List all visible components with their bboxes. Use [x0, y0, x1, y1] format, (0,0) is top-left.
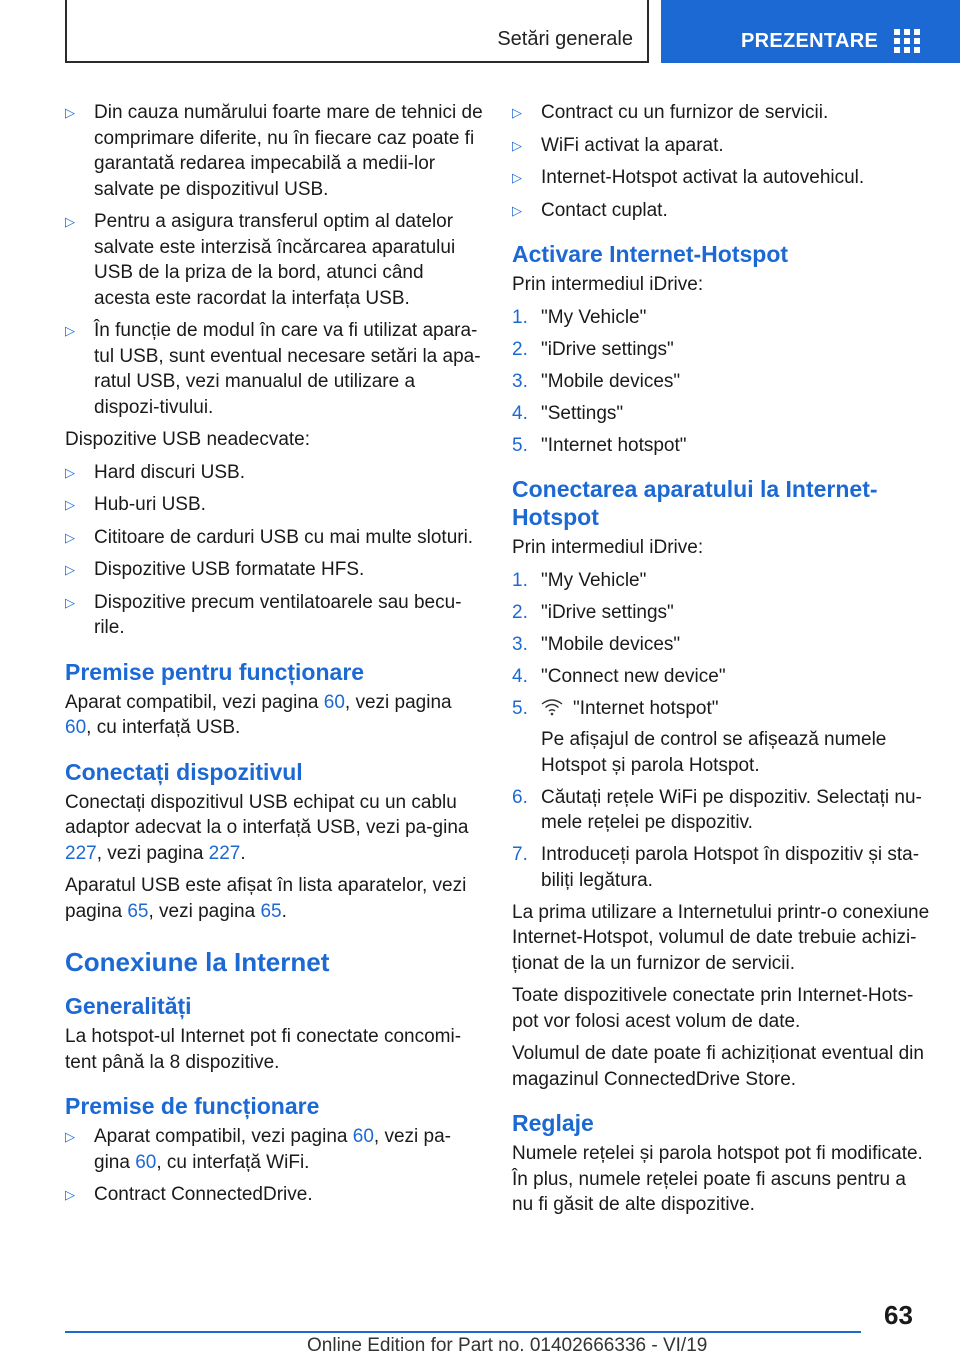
- triangle-bullet-icon: ▷: [65, 497, 75, 512]
- list-item: 5. "Internet hotspot": [512, 434, 687, 456]
- section-title: Setări generale: [497, 28, 633, 50]
- first-use-paragraph: La prima utilizare a Internetului printr-o conexiune Internet-Hotspot, volumul de date trebuie achizi‐ționat de la un furnizor de servicii.: [512, 901, 930, 974]
- edition-text: Online Edition for Part no. 01402666336 - VI/19: [307, 1335, 708, 1356]
- list-item: 7. Introduceți parola Hotspot în dispozitiv și sta‐biliți legătura.: [512, 844, 920, 891]
- list-item: ▷ Din cauza numărului foarte mare de tehnici de comprimare diferite, nu în fiecare caz poate fi garantată redarea impecabilă a medii‐lor salvate pe dispozitivul USB.: [65, 102, 483, 200]
- triangle-bullet-icon: ▷: [512, 170, 522, 185]
- page-link[interactable]: 60: [135, 1151, 157, 1173]
- triangle-bullet-icon: ▷: [65, 562, 75, 577]
- heading-premise-functioning: Premise pentru funcționare: [65, 658, 365, 685]
- triangle-bullet-icon: ▷: [512, 105, 522, 120]
- triangle-bullet-icon: ▷: [65, 105, 75, 120]
- via-idrive-1: Prin intermediul iDrive:: [512, 274, 704, 295]
- list-item: 5. "Internet hotspot" Pe afișajul de control se afișează numele Hotspot și parola Hotspot.: [512, 696, 930, 779]
- list-item: 6. Căutați rețele WiFi pe dispozitiv. Selectați nu‐mele rețelei pe dispozitiv.: [512, 786, 922, 833]
- premise-continued-list: [512, 100, 930, 223]
- connect-steps: [512, 568, 930, 894]
- footer-divider: [65, 1331, 861, 1333]
- page-link[interactable]: 227: [65, 842, 97, 864]
- heading-connect-to-hotspot: Conectarea aparatului la Internet-Hotspot: [512, 476, 878, 530]
- list-item: 4. "Settings": [512, 402, 624, 424]
- header-section-box: [65, 0, 649, 63]
- page-link[interactable]: 65: [260, 900, 282, 922]
- list-item: 4. "Connect new device": [512, 665, 726, 687]
- list-item: 2. "iDrive settings": [512, 601, 674, 623]
- chapter-title: PREZENTARE: [741, 30, 879, 52]
- via-idrive-2: Prin intermediul iDrive:: [512, 537, 704, 558]
- store-paragraph: Volumul de date poate fi achiziționat eventual din magazinul ConnectedDrive Store.: [512, 1043, 924, 1090]
- settings-paragraph: Numele rețelei și parola hotspot pot fi modificate. În plus, numele rețelei poate fi ascuns pentru a nu fi găsit de alte dispozitive.: [512, 1143, 923, 1215]
- premise-operation-list: [65, 1124, 483, 1208]
- list-item: ▷ Pentru a asigura transferul optim al datelor salvate este interzisă încărcarea aparatului USB de la priza de la bord, atunci când acesta este racordat la interfața USB.: [65, 211, 456, 309]
- heading-premise-operation: Premise de funcționare: [65, 1093, 320, 1119]
- activate-steps: [512, 305, 930, 459]
- grid-menu-icon[interactable]: [894, 29, 920, 53]
- list-item: ▷ Contact cuplat.: [512, 198, 930, 224]
- right-column: [512, 100, 930, 1225]
- triangle-bullet-icon: ▷: [65, 323, 75, 338]
- list-item: ▷ Hub-uri USB.: [65, 492, 483, 518]
- heading-settings: Reglaje: [512, 1110, 594, 1136]
- list-item: ▷ Internet-Hotspot activat la autovehicul.: [512, 165, 930, 191]
- list-item: ▷ Dispozitive USB formatate HFS.: [65, 557, 483, 583]
- list-item: ▷ Cititoare de carduri USB cu mai multe sloturi.: [65, 525, 483, 551]
- list-item: ▷ Contract ConnectedDrive.: [65, 1182, 483, 1208]
- general-paragraph: La hotspot-ul Internet pot fi conectate concomi‐tent până la 8 dispozitive.: [65, 1026, 462, 1073]
- page-link[interactable]: 227: [208, 842, 241, 864]
- list-item: ▷ Dispozitive precum ventilatoarele sau becu‐rile.: [65, 591, 462, 638]
- connect-paragraph-1: Conectați dispozitivul USB echipat cu un cablu adaptor adecvat la o interfață USB, vezi pa‐gina 227, vezi pagina 227.: [65, 791, 469, 864]
- list-item: ▷ WiFi activat la aparat.: [512, 133, 930, 159]
- heading-connect-device: Conectați dispozitivul: [65, 758, 303, 785]
- unsuitable-intro: Dispozitive USB neadecvate:: [65, 429, 311, 450]
- heading-internet-connection: Conexiune la Internet: [65, 947, 330, 977]
- list-item: ▷ Aparat compatibil, vezi pagina 60, vezi pa‐gina 60, cu interfață WiFi.: [65, 1126, 451, 1173]
- list-item: 3. "Mobile devices": [512, 633, 681, 655]
- page-link[interactable]: 60: [65, 717, 87, 738]
- list-item: ▷ Contract cu un furnizor de servicii.: [512, 100, 930, 126]
- page-link[interactable]: 60: [352, 1126, 374, 1147]
- list-item: 3. "Mobile devices": [512, 370, 681, 392]
- page-link[interactable]: 65: [127, 900, 149, 922]
- triangle-bullet-icon: ▷: [65, 594, 75, 610]
- list-item: 1. "My Vehicle": [512, 569, 647, 591]
- list-item: 1. "My Vehicle": [512, 306, 647, 328]
- left-column: [65, 100, 483, 1215]
- triangle-bullet-icon: ▷: [65, 214, 75, 229]
- connect-paragraph-2: Aparatul USB este afișat în lista aparatelor, vezi pagina 65, vezi pagina 65.: [65, 875, 467, 922]
- shared-volume-paragraph: Toate dispozitivele conectate prin Internet-Hots‐pot vor folosi acest volum de date.: [512, 985, 914, 1032]
- triangle-bullet-icon: ▷: [65, 1129, 75, 1144]
- heading-activate-hotspot: Activare Internet-Hotspot: [512, 241, 789, 267]
- unsuitable-devices-list: [65, 460, 483, 641]
- triangle-bullet-icon: ▷: [512, 202, 522, 218]
- page-number: 63: [884, 1300, 913, 1330]
- list-item: ▷ Hard discuri USB.: [65, 460, 483, 486]
- triangle-bullet-icon: ▷: [65, 529, 75, 545]
- heading-general: Generalități: [65, 993, 192, 1019]
- usb-notes-list: [65, 100, 483, 420]
- list-item: ▷ În funcție de modul în care va fi utilizat apara‐tul USB, sunt eventual necesare setări la apa‐ratul USB, vezi manualul de utilizare a dispozi‐tivului.: [65, 320, 481, 418]
- triangle-bullet-icon: ▷: [512, 137, 522, 153]
- list-item: 2. "iDrive settings": [512, 338, 674, 360]
- triangle-bullet-icon: ▷: [65, 1187, 75, 1202]
- page-link[interactable]: 60: [323, 691, 345, 713]
- header-chapter-tab[interactable]: [661, 0, 960, 63]
- step5-note: Pe afișajul de control se afișează numele Hotspot și parola Hotspot.: [541, 729, 887, 776]
- triangle-bullet-icon: ▷: [65, 464, 75, 480]
- premise-usb-paragraph: Aparat compatibil, vezi pagina 60, vezi pagina 60, cu interfață USB.: [65, 691, 452, 738]
- wifi-icon: [541, 698, 563, 716]
